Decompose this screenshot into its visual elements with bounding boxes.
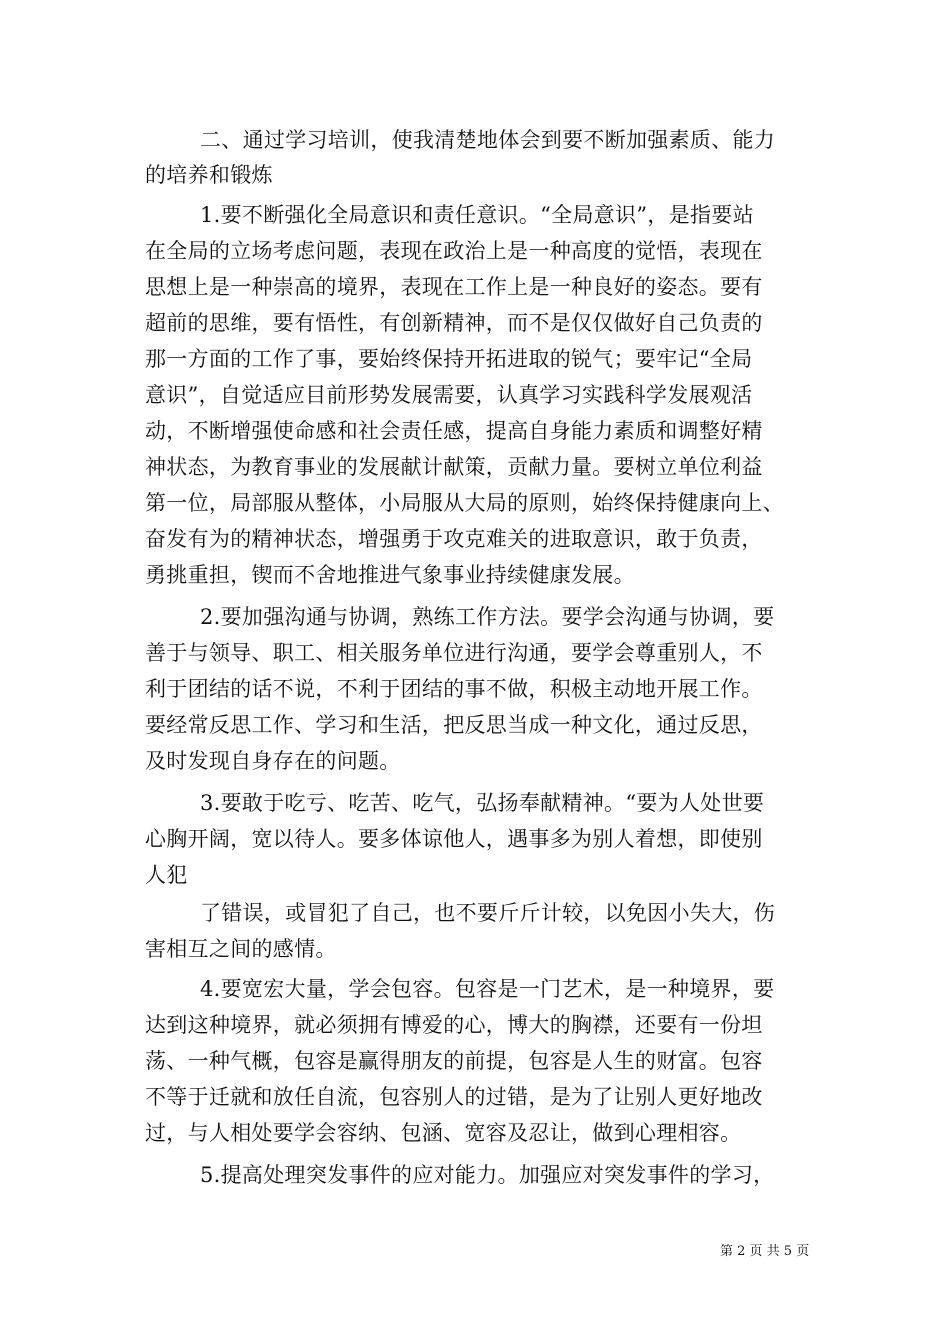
page-number: 第 2 页 共 5 页 [720, 1244, 810, 1259]
paragraph-line: 5.提高处理突发事件的应对能力。加强应对突发事件的学习， [200, 1163, 775, 1187]
heading-line: 二、通过学习培训，使我清楚地体会到要不断加强素质、能力 [200, 128, 776, 152]
paragraph-line: 4.要宽宏大量，学会包容。包容是一门艺术，是一种境界，要 [200, 977, 775, 1001]
paragraph-line: 了错误，或冒犯了自己，也不要斤斤计较，以免因小失大，伤 [200, 901, 776, 925]
paragraph-line: 害相互之间的感情。 [145, 937, 337, 961]
paragraph-line: 第一位，局部服从整体，小局服从大局的原则，始终保持健康向上、 [145, 491, 784, 515]
paragraph-line: 达到这种境界，就必须拥有博爱的心，博大的胸襟，还要有一份坦 [145, 1013, 763, 1037]
paragraph-line: 动，不断增强使命感和社会责任感，提高自身能力素质和调整好精 [145, 419, 763, 443]
paragraph-line: 神状态，为教育事业的发展献计献策，贡献力量。要树立单位利益 [145, 455, 763, 479]
heading-line: 的培养和锻炼 [145, 163, 273, 187]
paragraph-line: 勇挑重担，锲而不舍地推进气象事业持续健康发展。 [145, 563, 635, 587]
paragraph-line: 不等于迁就和放任自流，包容别人的过错，是为了让别人更好地改 [145, 1085, 763, 1109]
paragraph-line: 及时发现自身存在的问题。 [145, 749, 401, 773]
paragraph-line: 要经常反思工作、学习和生活，把反思当成一种文化，通过反思， [145, 713, 763, 737]
paragraph-line: 3.要敢于吃亏、吃苦、吃气，弘扬奉献精神。“要为人处世要 [200, 791, 765, 815]
paragraph-line: 人犯 [145, 863, 188, 887]
paragraph-line: 1.要不断强化全局意识和责任意识。“全局意识”，是指要站 [200, 203, 754, 227]
paragraph-line: 心胸开阔，宽以待人。要多体谅他人，遇事多为别人着想，即使别 [145, 827, 763, 851]
paragraph-line: 2.要加强沟通与协调，熟练工作方法。要学会沟通与协调，要 [200, 605, 775, 629]
paragraph-line: 超前的思维，要有悟性，有创新精神，而不是仅仅做好自己负责的 [145, 311, 763, 335]
paragraph-line: 荡、一种气概，包容是赢得朋友的前提，包容是人生的财富。包容 [145, 1049, 763, 1073]
paragraph-line: 利于团结的话不说，不利于团结的事不做，积极主动地开展工作。 [145, 677, 763, 701]
paragraph-line: 思想上是一种崇高的境界，表现在工作上是一种良好的姿态。要有 [145, 275, 763, 299]
paragraph-line: 在全局的立场考虑问题，表现在政治上是一种高度的觉悟，表现在 [145, 239, 763, 263]
paragraph-line: 善于与领导、职工、相关服务单位进行沟通，要学会尊重别人，不 [145, 641, 763, 665]
paragraph-line: 意识”，自觉适应目前形势发展需要，认真学习实践科学发展观活 [145, 383, 753, 407]
paragraph-line: 那一方面的工作了事，要始终保持开拓进取的锐气；要牢记“全局 [145, 347, 753, 371]
paragraph-line: 过，与人相处要学会容纳、包涵、宽容及忍让，做到心理相容。 [145, 1121, 742, 1145]
paragraph-line: 奋发有为的精神状态，增强勇于攻克难关的进取意识，敢于负责， [145, 527, 763, 551]
